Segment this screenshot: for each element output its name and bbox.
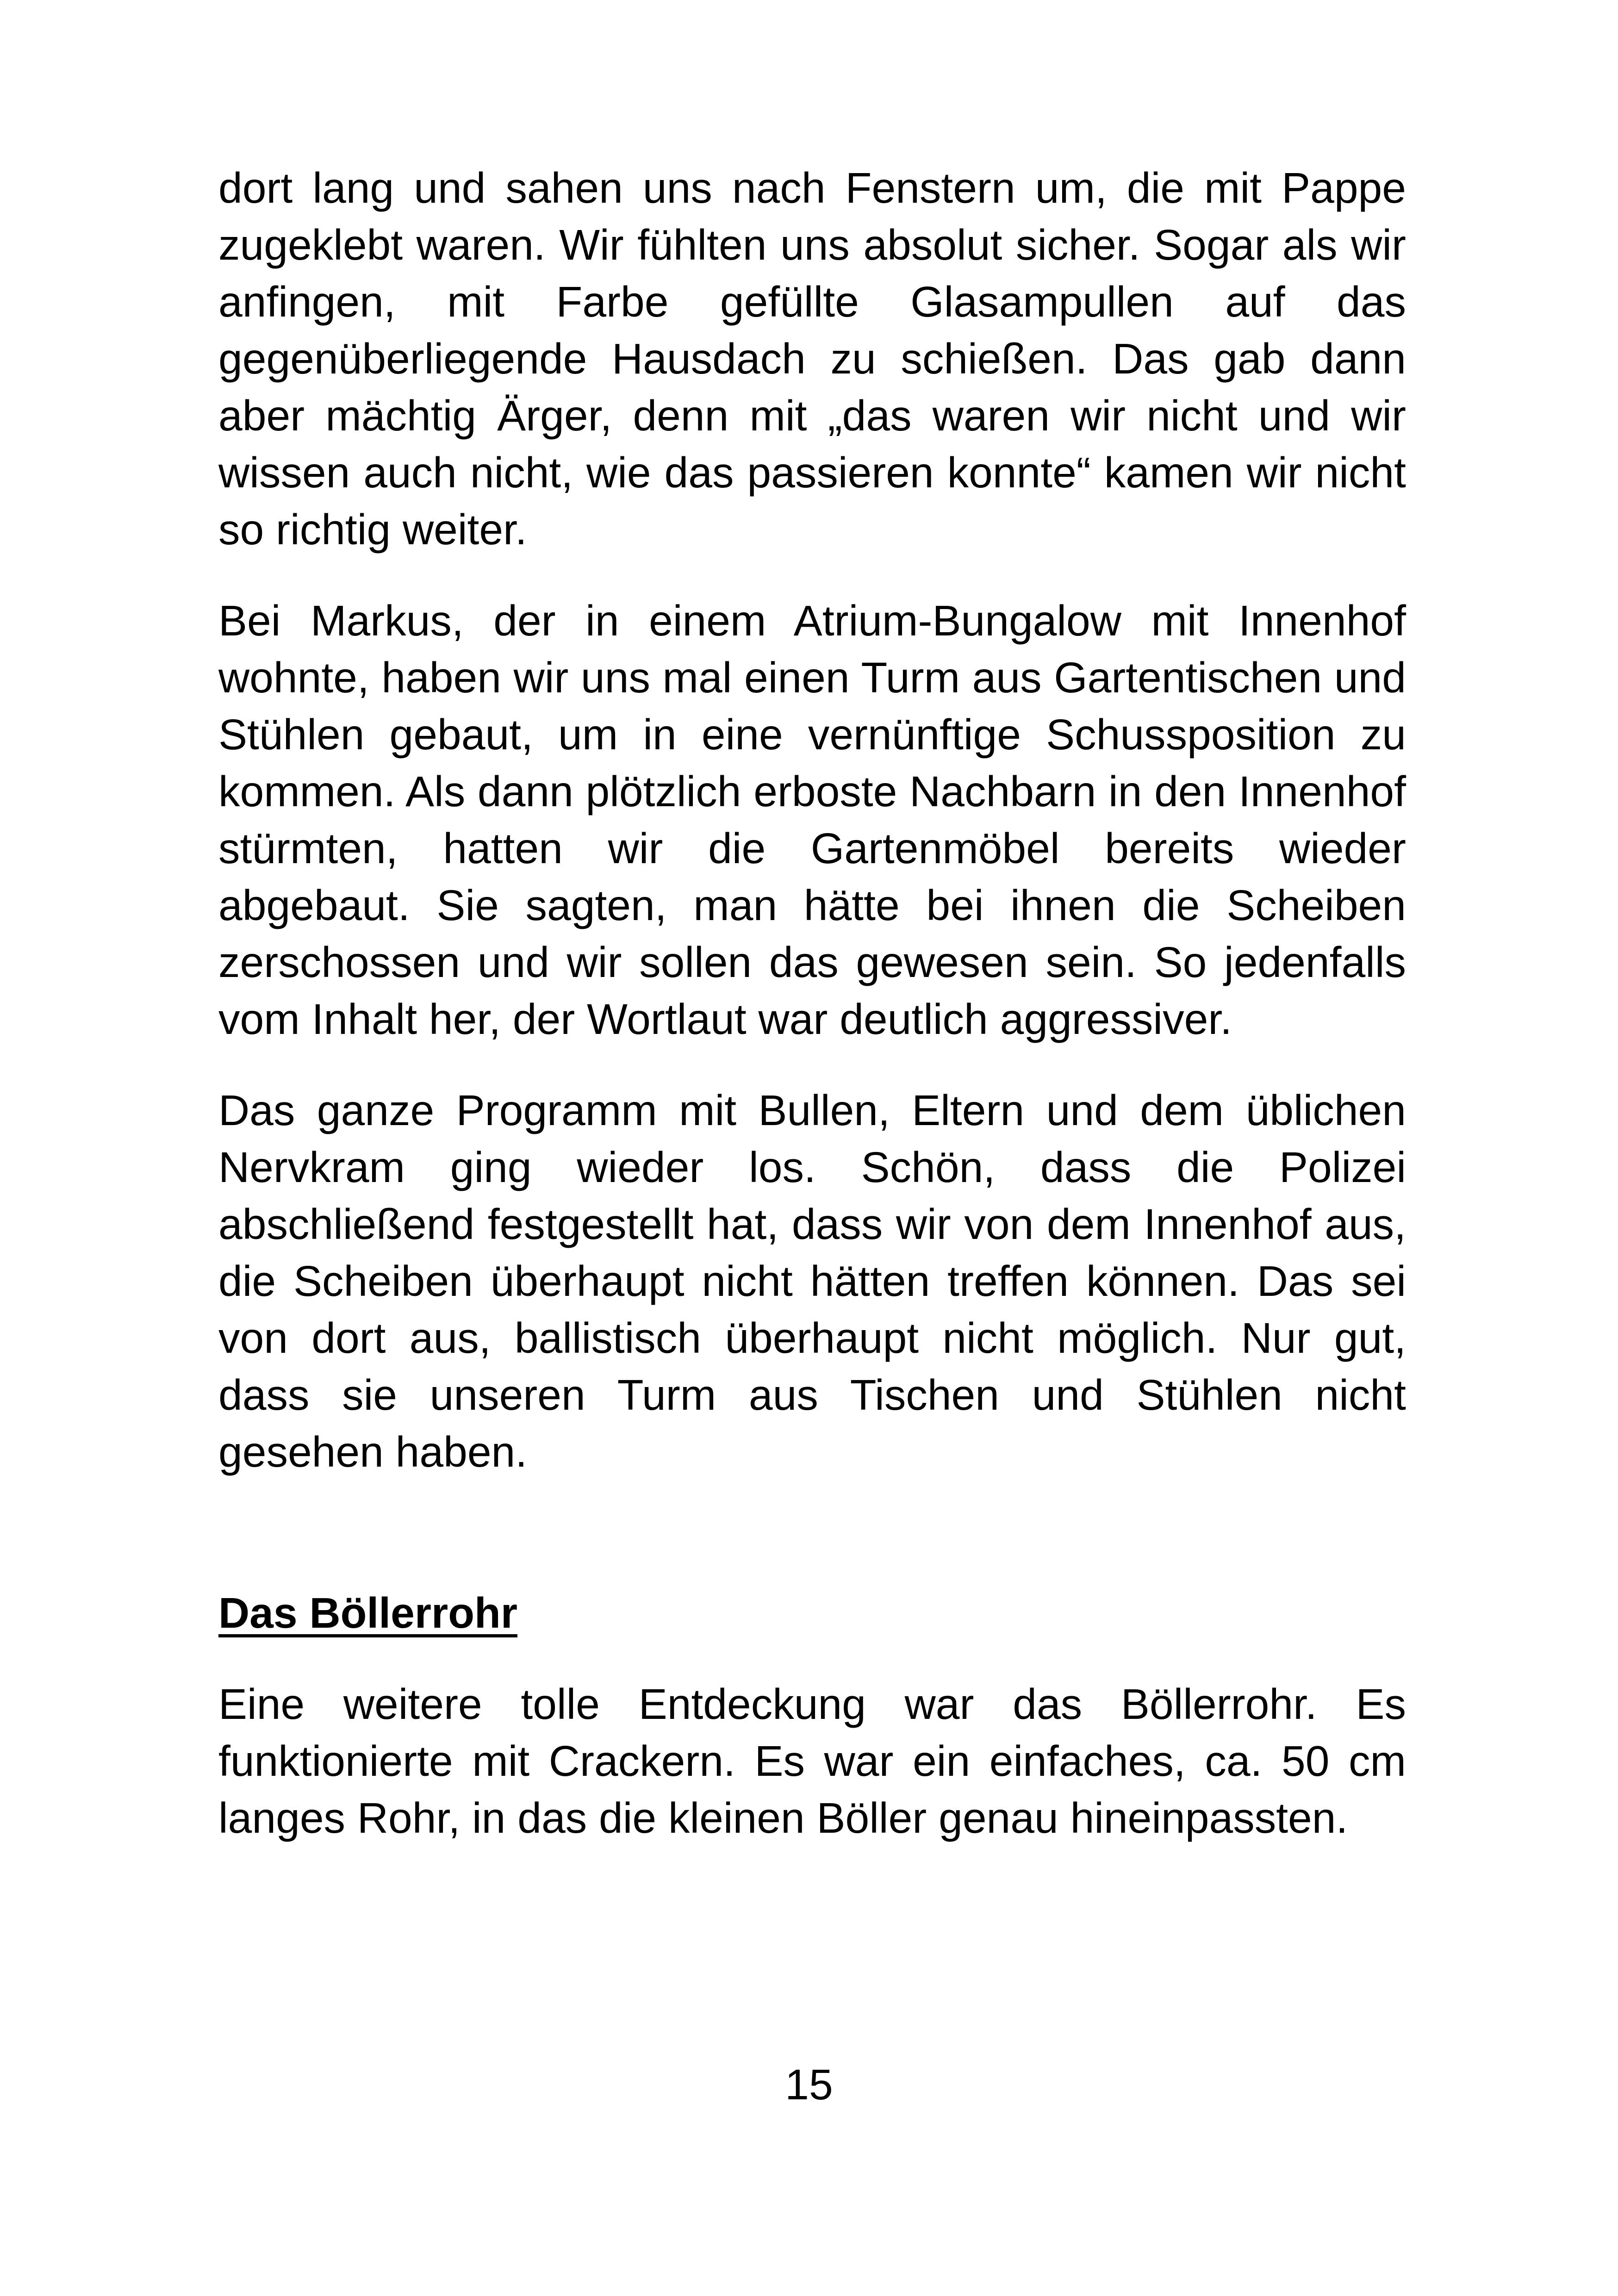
- paragraph: Das ganze Programm mit Bullen, Eltern und dem üblichen Nervkram ging wieder los. Schön, dass die Polizei abschließend festgestellt hat, dass wir von dem Innenhof aus, die Scheiben überhaupt nicht hätten treffen können. Das sei von dort aus, ballistisch überhaupt nicht möglich. Nur gut, dass sie unseren Turm aus Tischen und Stühlen nicht gesehen haben.: [218, 1086, 1406, 1476]
- page-number: 15: [785, 2060, 833, 2109]
- section-heading: Das Böllerrohr: [218, 1589, 518, 1637]
- paragraph: Eine weitere tolle Entdeckung war das Böllerrohr. Es funktionierte mit Crackern. Es war ein einfaches, ca. 50 cm langes Rohr, in das die kleinen Böller genau hineinpassten.: [218, 1680, 1406, 1842]
- paragraph: dort lang und sahen uns nach Fenstern um, die mit Pappe zugeklebt waren. Wir fühlten uns absolut sicher. Sogar als wir anfingen, mit Farbe gefüllte Glasampullen auf das gegenüberliegende Hausdach zu schießen. Das gab dann aber mächtig Ärger, denn mit „das waren wir nicht und wir wissen auch nicht, wie das passieren konnte“ kamen wir nicht so richtig weiter.: [218, 164, 1406, 554]
- page-body: [218, 160, 1406, 1847]
- paragraph: Bei Markus, der in einem Atrium-Bungalow mit Innenhof wohnte, haben wir uns mal einen Turm aus Gartentischen und Stühlen gebaut, um in eine vernünftige Schussposition zu kommen. Als dann plötzlich erboste Nachbarn in den Innenhof stürmten, hatten wir die Gartenmöbel bereits wieder abgebaut. Sie sagten, man hätte bei ihnen die Scheiben zerschossen und wir sollen das gewesen sein. So jedenfalls vom Inhalt her, der Wortlaut war deutlich aggressiver.: [218, 597, 1406, 1043]
